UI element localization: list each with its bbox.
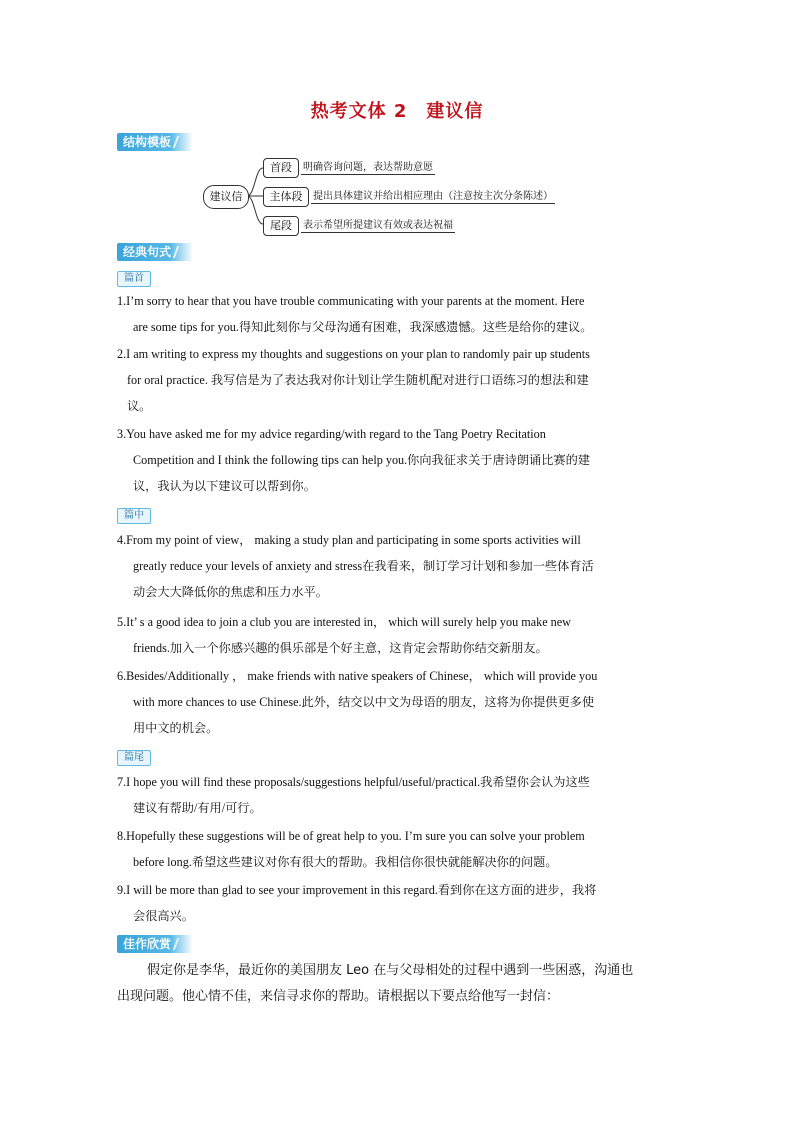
sentence-1-line1: 1.I’m sorry to hear that you have trouble communicating with your parents at the moment. Here	[117, 294, 585, 308]
diagram-leaf-opening: 明确咨询问题，表达帮助意愿	[301, 158, 435, 175]
sentence-5-line1: 5.It’ s a good idea to join a club you are interested in， which will surely help you make new	[117, 615, 571, 629]
section-tag-sample: 佳作欣赏	[117, 935, 193, 953]
sample-line1: 假定你是李华，最近你的美国朋友 Leo 在与父母相处的过程中遇到一些困惑，沟通也	[147, 963, 634, 978]
section-tag-sentences: 经典句式	[117, 243, 193, 261]
sentence-8-line1: 8.Hopefully these suggestions will be of great help to you. I’m sure you can solve your problem	[117, 829, 585, 843]
page-title: 热考文体 2 建议信	[310, 101, 484, 122]
sentence-9-line2: 会很高兴。	[133, 909, 194, 923]
sentence-5-line2: friends.加入一个你感兴趣的俱乐部是个好主意，这肯定会帮助你结交新朋友。	[133, 641, 548, 655]
sentence-6-line3: 用中文的机会。	[133, 721, 219, 735]
sentence-4-line3: 动会大大降低你的焦虑和压力水平。	[133, 585, 328, 599]
section-tag-structure: 结构模板	[117, 133, 193, 151]
sentence-item-2	[117, 341, 677, 419]
diagram-node-body: 主体段	[263, 187, 309, 207]
sentence-7-line1: 7.I hope you will find these proposals/suggestions helpful/useful/practical.我希望你会认为这些	[117, 775, 590, 789]
sentence-4-line1: 4.From my point of view， making a study plan and participating in some sports activities will	[117, 533, 581, 547]
sample-line2: 出现问题。他心情不佳，来信寻求你的帮助。请根据以下要点给他写一封信：	[117, 989, 560, 1004]
sentence-6-line2: with more chances to use Chinese.此外，结交以中文为母语的朋友，这将为你提供更多使	[133, 695, 595, 709]
structure-diagram	[195, 150, 615, 240]
diagram-leaf-body: 提出具体建议并给出相应理由（注意按主次分条陈述）	[311, 187, 555, 204]
sentence-item-5	[117, 609, 677, 661]
sentence-item-9	[117, 877, 677, 929]
sentence-1-line2: are some tips for you.得知此刻你与父母沟通有困难，我深感遗憾。这些是给你的建议。	[133, 320, 593, 334]
sentence-7-line2: 建议有帮助/有用/可行。	[133, 801, 262, 815]
sentence-2-line2: for oral practice. 我写信是为了表达我对你计划让学生随机配对进行口语练习的想法和建	[127, 373, 589, 387]
sentence-8-line2: before long.希望这些建议对你有很大的帮助。我相信你很快就能解决你的问题。	[133, 855, 558, 869]
sentence-9-line1: 9.I will be more than glad to see your improvement in this regard.看到你在这方面的进步，我将	[117, 883, 597, 897]
sentence-item-3	[117, 421, 677, 499]
sentence-2-line1: 2.I am writing to express my thoughts and suggestions on your plan to randomly pair up students	[117, 347, 590, 361]
sentence-6-line1: 6.Besides/Additionally ， make friends with native speakers of Chinese， which will provide you	[117, 669, 598, 683]
sentence-item-6	[117, 663, 677, 741]
diagram-node-opening: 首段	[263, 158, 299, 178]
sentence-3-line2: Competition and I think the following tips can help you.你向我征求关于唐诗朗诵比赛的建	[133, 453, 590, 467]
sentence-item-4	[117, 527, 677, 605]
connector-top	[247, 168, 263, 196]
sentence-item-7	[117, 769, 677, 821]
sentence-3-line1: 3.You have asked me for my advice regarding/with regard to the Tang Poetry Recitation	[117, 427, 546, 441]
part-tag-begin: 篇首	[117, 271, 151, 287]
diagram-leaf-closing: 表示希望所提建议有效或表达祝福	[301, 216, 455, 233]
sentence-item-8	[117, 823, 677, 875]
sentence-item-1	[117, 288, 677, 340]
connector-bottom	[247, 196, 263, 224]
sentence-4-line2: greatly reduce your levels of anxiety and stress在我看来，制订学习计划和参加一些体育活	[133, 559, 594, 573]
part-tag-middle: 篇中	[117, 508, 151, 524]
diagram-node-closing: 尾段	[263, 216, 299, 236]
sample-paragraph	[117, 958, 677, 1010]
sentence-2-line3: 议。	[127, 399, 152, 413]
sentence-3-line3: 议，我认为以下建议可以帮到你。	[133, 479, 316, 493]
part-tag-end: 篇尾	[117, 750, 151, 766]
diagram-root-node: 建议信	[203, 185, 249, 209]
